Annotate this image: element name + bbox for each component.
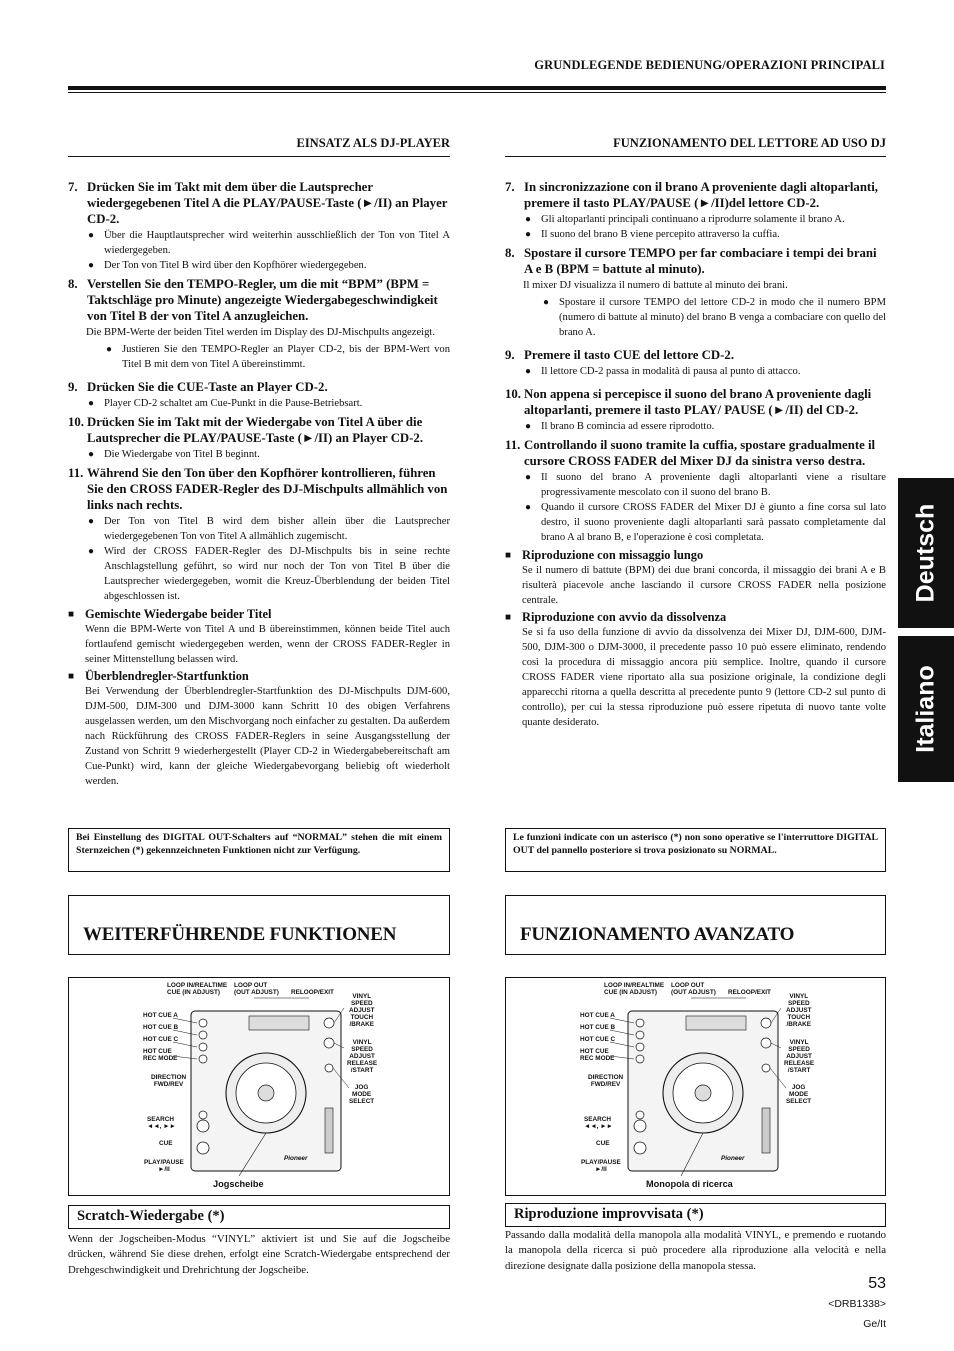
language-tab-italiano: Italiano [898,636,954,782]
hot-cue-c-label: HOT CUE C [580,1036,616,1043]
it-step-8-note: Il mixer DJ visualizza il numero di battute al minuto dei brani. [523,280,788,291]
de-step-8-note: Die BPM-Werte der beiden Titel werden im Display des DJ-Mischpults angezeigt. [86,327,435,338]
it-step-10: 10. Non appena si percepisce il suono del brano A proveniente dagli altoparlanti, premere il tasto PLAY/ PAUSE (►/II) del CD-2. [505,387,872,417]
de-step-11-bullet: ● Der Ton von Titel B wird dem bisher allein über die Lautsprecher wiedergegebenen Ton von Titel A allmählich zugemischt. [86,514,450,544]
de-step-8: 8. Verstellen Sie den TEMPO-Regler, um die mit “BPM” (BPM = Taktschläge pro Minute) angezeigte Wiedergabegeschwindigkeit von Titel B der von Titel A anzugleichen. [68,277,438,323]
document-code: <DRB1338> [828,1298,886,1310]
it-figure-panel [505,977,886,1196]
de-step-9-bullet: ● Player CD-2 schaltet am Cue-Punkt in die Pause-Betriebsart. [86,396,450,411]
hot-cue-c-label: HOT CUE C [143,1036,179,1043]
vinyl-release-label: VINYL SPEED ADJUST RELEASE /START [784,1039,815,1074]
search-label: SEARCH ◄◄, ►► [147,1116,176,1130]
loop-in-label: LOOP IN/REALTIME CUE (IN ADJUST) [604,982,665,996]
de-column [68,179,450,791]
it-notice-box: Le funzioni indicate con un asterisco (*) non sono operative se l'interruttore DIGITAL OUT del pannello posteriore si trova posizionato su NORMAL. [505,828,886,872]
hot-cue-a-label: HOT CUE A [143,1012,178,1019]
de-subsection-mix-text: Wenn die BPM-Werte von Titel A und B übereinstimmen, können beide Titel auch fortlaufend gemischt wiedergegeben werden, wenn der CROSS FADER-Regler in seiner Mittenstellung belassen wird. [85,624,450,665]
de-step-8-bullet: ● Justieren Sie den TEMPO-Regler an Player CD-2, bis der BPM-Wert von Titel B mit dem von Titel A übereinstimmt. [104,342,450,372]
loop-out-label: LOOP OUT (OUT ADJUST) [671,982,716,996]
hot-cue-b-label: HOT CUE B [143,1024,179,1031]
it-scratch-text: Passando dalla modalità della manopola alla modalità VINYL, e premendo e ruotando la manopola della ricerca si può procedere alla riproduzione alla velocità e nella direzione designate dalla posizione della manopola stessa. [505,1229,886,1272]
de-step-7-bullet: ● Über die Hauptlautsprecher wird weiterhin ausschließlich der Ton von Titel A wiedergegeben. [86,228,450,258]
it-step-9: 9. Premere il tasto CUE del lettore CD-2. [505,348,735,362]
brand-logo: Pioneer [284,1155,308,1162]
de-column-heading: EINSATZ ALS DJ-PLAYER [296,136,450,150]
it-section-title: FUNZIONAMENTO AVANZATO [520,924,795,945]
direction-label: DIRECTION FWD/REV [151,1074,187,1088]
de-subsection-mix: ■ Gemischte Wiedergabe beider Titel [68,607,272,621]
direction-label: DIRECTION FWD/REV [588,1074,624,1088]
search-label: SEARCH ◄◄, ►► [584,1116,613,1130]
header-rule [68,86,886,90]
it-figure-caption: Monopola di ricerca [646,1179,733,1189]
de-step-9: 9. Drücken Sie die CUE-Taste an Player CD-2. [68,380,328,394]
it-step-7: 7. In sincronizzazione con il brano A proveniente dagli altoparlanti, premere il tasto PLAY/PAUSE (►/II)del lettore CD-2. [505,180,878,210]
language-tab-deutsch: Deutsch [898,478,954,628]
de-subsection-fader: ■ Überblendregler-Startfunktion [68,669,249,683]
it-step-7-bullet: ● Il suono del brano B viene percepito attraverso la cuffia. [523,227,886,242]
jog-mode-label: JOG MODE SELECT [786,1084,812,1105]
vinyl-touch-label: VINYL SPEED ADJUST TOUCH /BRAKE [349,993,375,1028]
vinyl-touch-label: VINYL SPEED ADJUST TOUCH /BRAKE [786,993,812,1028]
it-step-10-bullet: ● Il brano B comincia ad essere riprodotto. [523,419,886,434]
de-figure-panel [68,977,450,1196]
it-step-11-bullet: ● Quando il cursore CROSS FADER del Mixer DJ è giunto a fine corsa sul lato destro, il suono proveniente dagli altoparlanti sarà passato completamente dal brano A al brano B, e l'operazione è così completata. [523,500,886,545]
it-step-7-bullet: ● Gli altoparlanti principali continuano a riprodurre solamente il brano A. [523,212,886,227]
cue-label: CUE [159,1140,173,1147]
cdj-player-illustration [69,978,449,1195]
it-heading-rule [505,156,886,157]
vinyl-release-label: VINYL SPEED ADJUST RELEASE /START [347,1039,378,1074]
play-pause-label: PLAY/PAUSE ►/II [144,1159,184,1173]
it-subsection-fader: ■ Riproduzione con avvio da dissolvenza [505,610,727,624]
de-scratch-text: Wenn der Jogscheiben-Modus “VINYL” aktiviert ist und Sie auf die Jogscheibe drücken, während Sie diese drehen, erfolgt eine Scratch-Wiedergabe entsprechend der Drehgeschwindigkeit und Drehrichtung der Jogscheibe. [68,1233,450,1276]
it-subsection-long-mix-text: Se il numero di battute (BPM) dei due brani concorda, il missaggio dei brani A e B risulterà piacevole anche lasciando il cursore CROSS FADER nella posizione centrale. [522,565,886,606]
de-heading-rule [68,156,450,157]
it-section-title-box [505,895,886,955]
square-bullet-icon: ■ [505,612,512,623]
it-step-8-bullet: ● Spostare il cursore TEMPO del lettore CD-2 in modo che il numero BPM (numero di battute al minuto) del brano B venga a combaciare con quello del brano A. [541,295,886,340]
hot-cue-b-label: HOT CUE B [580,1024,616,1031]
header-rule-thin [68,92,886,93]
brand-logo: Pioneer [721,1155,745,1162]
it-step-9-bullet: ● Il lettore CD-2 passa in modalità di pausa al punto di attacco. [523,364,886,379]
square-bullet-icon: ■ [68,671,75,682]
de-step-11-bullet: ● Wird der CROSS FADER-Regler des DJ-Mischpults bis in seine rechte Anschlagstellung geführt, so wird nur noch der Ton von Titel B über die Lautsprecher wiedergegeben, womit die Kreuz-Überblendung der beiden Titel abgeschlossen ist. [86,544,450,604]
loop-out-label: LOOP OUT (OUT ADJUST) [234,982,279,996]
hot-cue-rec-label: HOT CUE REC MODE [580,1048,615,1062]
de-step-10-bullet: ● Die Wiedergabe von Titel B beginnt. [86,447,450,462]
reloop-label: RELOOP/EXIT [728,989,771,996]
it-subsection-fader-text: Se si fa uso della funzione di avvio da dissolvenza dei Mixer DJ, DJM-600, DJM-500, DJM-300 o DJM-3000, il precedente passo 10 può essere eliminato, rendendo così la procedura di missaggio ancora più semplice. Inoltre, quando il cursore CROSS FADER viene riportato alla sua posizione originale, la condizione degli apparecchi ritorna a quella descritta al precedente punto 9 (lettore CD-2 sul punto di controllo), per cui la stessa riproduzione può essere ripetuta di nuovo tante volte quante desiderato. [522,627,886,728]
page-header-title: GRUNDLEGENDE BEDIENUNG/OPERAZIONI PRINCIPALI [534,58,885,72]
cdj-player-illustration [506,978,885,1195]
it-step-11-bullet: ● Il suono del brano A proveniente dagli altoparlanti viene a risultare progressivamente mescolato con il suono del brano B. [523,470,886,500]
page-number: 53 [868,1275,886,1292]
de-figure-caption: Jogscheibe [213,1179,264,1189]
it-step-8: 8. Spostare il cursore TEMPO per far combaciare i tempi dei brani A e B (BPM = battute al minuto). [505,246,877,276]
hot-cue-a-label: HOT CUE A [580,1012,615,1019]
it-step-11: 11. Controllando il suono tramite la cuffia, spostare gradualmente il cursore CROSS FADER del Mixer DJ da sinistra verso destra. [505,438,876,468]
de-step-7: 7. Drücken Sie im Takt mit dem über die Lautsprecher wiedergegebenen Titel A die PLAY/PAUSE-Taste (►/II) an Player CD-2. [68,180,448,226]
jog-mode-label: JOG MODE SELECT [349,1084,375,1105]
it-scratch-title: Riproduzione improvvisata (*) [505,1203,886,1227]
it-column [505,179,886,732]
de-subsection-fader-text: Bei Verwendung der Überblendregler-Startfunktion des DJ-Mischpults DJM-600, DJM-500, DJM-300 und DJM-3000 kann Schritt 10 des obigen Verfahrens ausgelassen werden, um den Mischvorgang noch einfacher zu gestalten. Da außerdem nach Rückführung des CROSS FADER-Reglers in seine Ausgangsstellung der Zustand von Schritt 9 wiederhergestellt (Player CD-2 in Wiedergabebereitschaft am Cue-Punkt) wird, kann der gleiche Wiedergabevorgang beliebig oft wiederholt werden. [85,686,450,787]
de-notice-box: Bei Einstellung des DIGITAL OUT-Schalters auf “NORMAL” stehen die mit einem Sternzeichen (*) gekennzeichneten Funktionen nicht zur Verfügung. [68,828,450,872]
de-step-10: 10. Drücken Sie im Takt mit der Wiedergabe von Titel A über die Lautsprecher die PLAY/PAUSE-Taste (►/II) an Player CD-2. [68,415,424,445]
it-subsection-long-mix: ■ Riproduzione con missaggio lungo [505,548,704,562]
de-section-title-box [68,895,450,955]
play-pause-label: PLAY/PAUSE ►/II [581,1159,621,1173]
square-bullet-icon: ■ [505,550,512,561]
de-step-11: 11. Während Sie den Ton über den Kopfhörer kontrollieren, führen Sie den CROSS FADER-Regler des DJ-Mischpults allmählich von links nach rechts. [68,466,448,512]
de-section-title: WEITERFÜHRENDE FUNKTIONEN [83,924,397,945]
it-column-heading: FUNZIONAMENTO DEL LETTORE AD USO DJ [613,136,886,150]
reloop-label: RELOOP/EXIT [291,989,334,996]
language-code: Ge/It [863,1318,886,1330]
de-scratch-title: Scratch-Wiedergabe (*) [68,1205,450,1229]
cue-label: CUE [596,1140,610,1147]
loop-in-label: LOOP IN/REALTIME CUE (IN ADJUST) [167,982,228,996]
de-step-7-bullet: ● Der Ton von Titel B wird über den Kopfhörer wiedergegeben. [86,258,450,273]
hot-cue-rec-label: HOT CUE REC MODE [143,1048,178,1062]
square-bullet-icon: ■ [68,609,75,620]
